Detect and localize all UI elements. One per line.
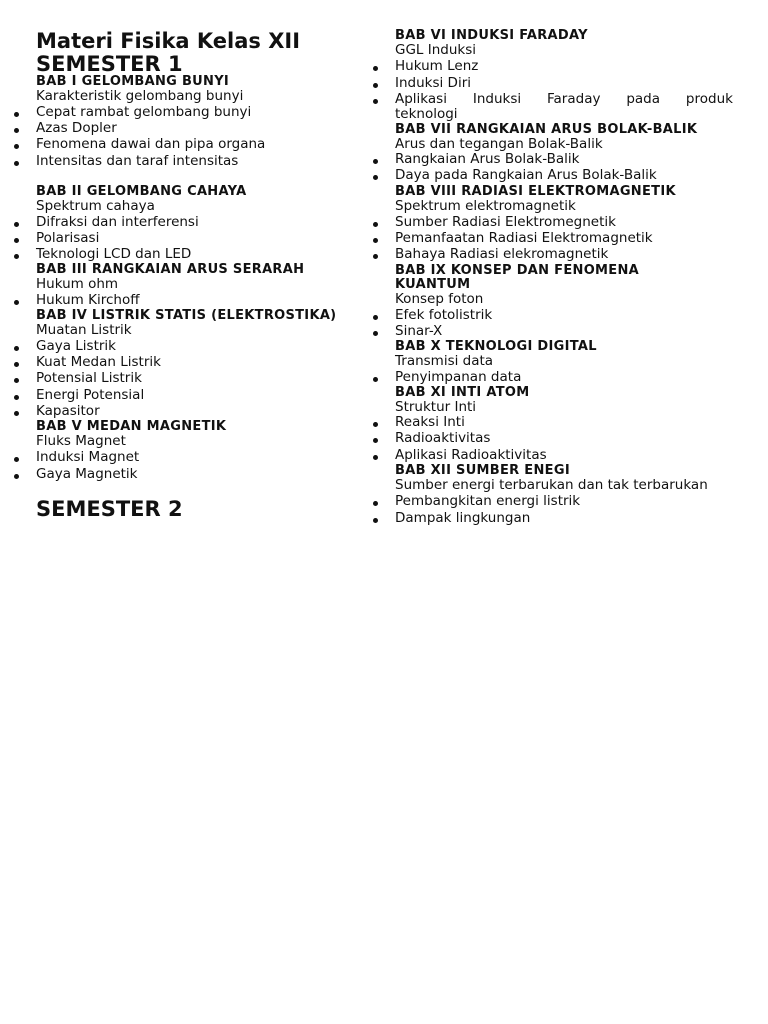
list-item: Penyimpanan data xyxy=(395,369,522,385)
topic-text: Konsep foton xyxy=(395,291,484,307)
topic-text: Muatan Listrik xyxy=(36,322,132,338)
list-item: Radioaktivitas xyxy=(395,430,491,446)
list-item: Kapasitor xyxy=(36,403,100,419)
word: Faraday xyxy=(547,91,601,107)
list-item: Rangkaian Arus Bolak-Balik xyxy=(395,151,580,167)
semester-2-heading: SEMESTER 2 xyxy=(36,497,183,521)
topic-text: Arus dan tegangan Bolak-Balik xyxy=(395,136,603,152)
bullet-icon xyxy=(14,254,19,259)
list-item: Dampak lingkungan xyxy=(395,510,531,526)
list-item: Reaksi Inti xyxy=(395,414,465,430)
chapter-heading: BAB VIII RADIASI ELEKTROMAGNETIK xyxy=(395,184,676,199)
chapter-heading: BAB V MEDAN MAGNETIK xyxy=(36,419,227,434)
topic-text: GGL Induksi xyxy=(395,42,476,58)
list-item: Induksi Magnet xyxy=(36,449,140,465)
topic-text: teknologi xyxy=(395,106,458,122)
list-item: Cepat rambat gelombang bunyi xyxy=(36,104,252,120)
list-item: Hukum Kirchoff xyxy=(36,292,140,308)
topic-text: Transmisi data xyxy=(395,353,494,369)
chapter-heading: KUANTUM xyxy=(395,277,471,292)
list-item: Azas Dopler xyxy=(36,120,117,136)
bullet-icon xyxy=(373,159,378,164)
list-item: Pemanfaatan Radiasi Elektromagnetik xyxy=(395,230,653,246)
bullet-icon xyxy=(373,438,378,443)
bullet-icon xyxy=(14,300,19,305)
bullet-icon xyxy=(373,501,378,506)
bullet-icon xyxy=(14,144,19,149)
list-item: Polarisasi xyxy=(36,230,100,246)
chapter-heading: BAB IV LISTRIK STATIS (ELEKTROSTIKA) xyxy=(36,308,337,323)
word: pada xyxy=(626,91,661,107)
list-item: Gaya Listrik xyxy=(36,338,117,354)
bullet-icon xyxy=(373,518,378,523)
topic-text: Spektrum elektromagnetik xyxy=(395,198,576,214)
bullet-icon xyxy=(14,457,19,462)
list-item: Aplikasi Radioaktivitas xyxy=(395,447,547,463)
topic-text: Fluks Magnet xyxy=(36,433,126,449)
bullet-icon xyxy=(14,346,19,351)
bullet-icon xyxy=(14,222,19,227)
bullet-icon xyxy=(14,112,19,117)
list-item: Bahaya Radiasi elekromagnetik xyxy=(395,246,609,262)
list-item: Energi Potensial xyxy=(36,387,145,403)
bullet-icon xyxy=(373,422,378,427)
list-item: Hukum Lenz xyxy=(395,58,479,74)
list-item: Gaya Magnetik xyxy=(36,466,138,482)
bullet-icon xyxy=(373,66,378,71)
chapter-heading: BAB X TEKNOLOGI DIGITAL xyxy=(395,339,597,354)
list-item xyxy=(395,93,733,107)
bullet-icon xyxy=(373,99,378,104)
topic-text: Sumber energi terbarukan dan tak terbarukan xyxy=(395,477,708,493)
word: Aplikasi xyxy=(395,91,447,107)
list-item: Pembangkitan energi listrik xyxy=(395,493,581,509)
chapter-heading: BAB II GELOMBANG CAHAYA xyxy=(36,184,247,199)
list-item: Sumber Radiasi Elektromegnetik xyxy=(395,214,616,230)
chapter-heading: BAB III RANGKAIAN ARUS SERARAH xyxy=(36,262,305,277)
bullet-icon xyxy=(373,455,378,460)
bullet-icon xyxy=(373,331,378,336)
list-item: Potensial Listrik xyxy=(36,370,142,386)
bullet-icon xyxy=(14,395,19,400)
bullet-icon xyxy=(14,128,19,133)
word: Induksi xyxy=(472,91,522,107)
bullet-icon xyxy=(373,222,378,227)
list-item: Daya pada Rangkaian Arus Bolak-Balik xyxy=(395,167,657,183)
list-item: Kuat Medan Listrik xyxy=(36,354,161,370)
topic-text: Hukum ohm xyxy=(36,276,119,292)
bullet-icon xyxy=(373,238,378,243)
topic-text: Karakteristik gelombang bunyi xyxy=(36,88,244,104)
topic-text: Spektrum cahaya xyxy=(36,198,155,214)
document-title: Materi Fisika Kelas XII xyxy=(36,29,301,53)
list-item: Efek fotolistrik xyxy=(395,307,493,323)
list-item: Difraksi dan interferensi xyxy=(36,214,199,230)
chapter-heading: BAB XII SUMBER ENEGI xyxy=(395,463,570,478)
word: produk xyxy=(685,91,733,107)
topic-text: Struktur Inti xyxy=(395,399,477,415)
bullet-icon xyxy=(373,83,378,88)
bullet-icon xyxy=(373,254,378,259)
chapter-heading: BAB XI INTI ATOM xyxy=(395,385,530,400)
chapter-heading: BAB VI INDUKSI FARADAY xyxy=(395,28,588,43)
chapter-heading: BAB IX KONSEP DAN FENOMENA xyxy=(395,263,640,278)
bullet-icon xyxy=(373,175,378,180)
list-item: Fenomena dawai dan pipa organa xyxy=(36,136,266,152)
bullet-icon xyxy=(14,362,19,367)
list-item: Induksi Diri xyxy=(395,75,472,91)
bullet-icon xyxy=(14,378,19,383)
bullet-icon xyxy=(373,315,378,320)
bullet-icon xyxy=(14,411,19,416)
bullet-icon xyxy=(373,377,378,382)
list-item: Intensitas dan taraf intensitas xyxy=(36,153,239,169)
list-item: Sinar-X xyxy=(395,323,443,339)
bullet-icon xyxy=(14,238,19,243)
bullet-icon xyxy=(14,474,19,479)
chapter-heading: BAB VII RANGKAIAN ARUS BOLAK-BALIK xyxy=(395,122,698,137)
bullet-icon xyxy=(14,161,19,166)
semester-1-heading: SEMESTER 1 xyxy=(36,52,183,76)
list-item: Teknologi LCD dan LED xyxy=(36,246,192,262)
chapter-heading: BAB I GELOMBANG BUNYI xyxy=(36,74,230,89)
